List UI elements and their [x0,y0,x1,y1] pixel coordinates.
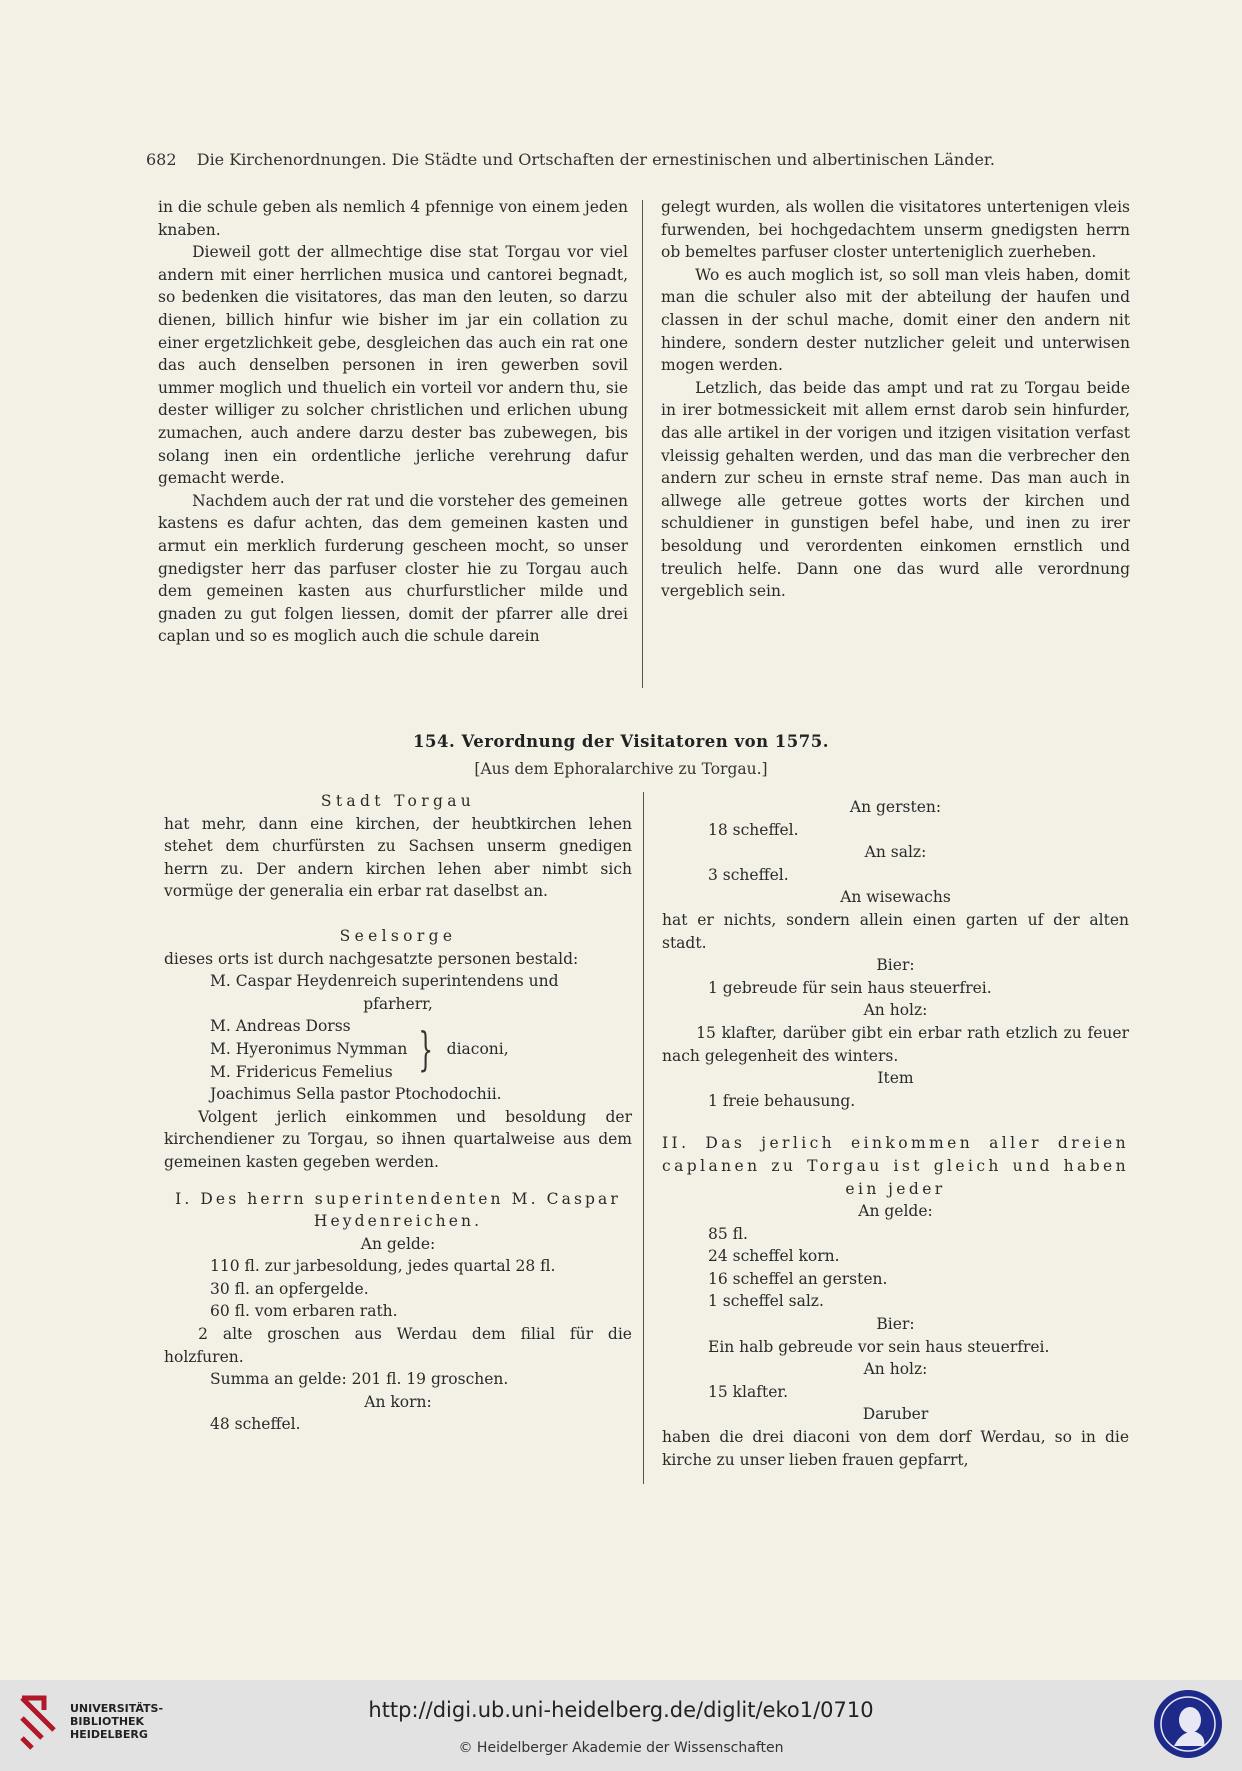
pastor-line: Joachimus Sella pastor Ptochodochii. [210,1085,502,1104]
running-title: Die Kirchenordnungen. Die Städte und Ortschaften der ernestinischen und albertinischen Länder. [196,150,995,169]
list-item: 85 fl. [708,1224,748,1243]
copyright-notice: © Heidelberger Akademie der Wissenschaften [458,1740,784,1756]
running-header [146,150,1136,169]
subheading: Bier: [876,956,915,975]
heading-seelsorge: Seelsorge [339,926,457,945]
permalink-url[interactable]: http://digi.ub.uni-heidelberg.de/diglit/eko1/0710 [368,1698,874,1722]
list-item: 110 fl. zur jarbesoldung, jedes quartal 28 fl. [210,1257,556,1276]
list-item: 48 scheffel. [210,1415,301,1434]
heading-section-1: I. Des herrn superintendenten M. Caspar Heydenreichen. [175,1189,621,1231]
list-item: 30 fl. an opfergelde. [210,1279,369,1298]
subheading: An gelde: [858,1202,933,1221]
viewer-footer [0,1680,1242,1771]
subheading: Daruber [862,1405,929,1424]
paragraph: haben die drei diaconi von dem dorf Werdau, so in die kirche zu unser lieben frauen gepfarrt, [662,1428,1129,1469]
list-item: 3 scheffel. [708,865,789,884]
list-item: 15 klafter. [708,1382,789,1401]
university-library-name: UNIVERSITÄTS- BIBLIOTHEK HEIDELBERG [70,1702,164,1741]
subheading: An gelde: [360,1234,436,1253]
subheading: An holz: [863,1001,928,1020]
page-number: 682 [146,150,177,169]
list-item: 1 freie behausung. [708,1091,856,1110]
paragraph: Volgent jerlich einkommen und besoldung der kirchendiener zu Torgau, so ihnen quartalweise aus dem gemeinen kasten gegeben werden. [164,1107,632,1171]
superintendent-line: M. Caspar Heydenreich superintendens und [210,972,559,991]
paragraph: Nachdem auch der rat und die vorsteher des gemeinen kastens es dafur achten, das dem gemeinen kasten und armut ein merklich furderung gescheen mocht, so unser gnedigster herr das parfuser closter hie zu Torgau auch dem gemeinen kasten aus churfurstlicher milde und gnaden zu gut folgen liessen, domit der pfarrer alle drei caplan und so es moglich auch die schule darein [158,491,628,646]
list-item: 16 scheffel an gersten. [708,1269,888,1288]
list-item: Ein halb gebreude vor sein haus steuerfrei. [708,1337,1050,1356]
subheading: An korn: [364,1392,432,1411]
section-source: [Aus dem Ephoralarchive zu Torgau.] [474,760,768,778]
deacons-label: diaconi, [446,1039,509,1058]
bottom-left-column [164,790,632,1436]
subheading: An wisewachs [840,888,951,907]
superintendent-line: pfarherr, [363,994,433,1013]
heading-stadt: Stadt Torgau [320,792,476,810]
list-item: 60 fl. vom erbaren rath. [210,1302,398,1321]
paragraph: hat er nichts, sondern allein einen garten uf der alten stadt. [662,910,1129,952]
top-left-column [158,196,628,648]
paragraph: Letzlich, das beide das ampt und rat zu Torgau beide in irer botmessickeit mit allem ernst darob sein hinfurder, das alle artikel in der vorigen und itzigen visitation verfast vleissig gehalten werden, und das man die verbrecher den andern zur scheu in ernste straf neme. Das man auch in allwege alle getreue gottes worts der kirchen und schuldiener in gunstigen befel habe, und inen zu irer besoldung und verordenten einkomen ernstlich und treulich helfe. Dann one das wurd alle verordnung vergeblich sein. [661,378,1130,601]
academy-seal-icon [1152,1688,1224,1760]
brace: } [418,1022,434,1077]
summa-line: Summa an gelde: 201 fl. 19 groschen. [210,1370,509,1389]
section-title: 154. Verordnung der Visitatoren von 1575. [413,732,829,751]
paragraph: Dieweil gott der allmechtige dise stat Torgau vor viel andern mit einer herrlichen musica und cantorei begnadt, so bedenken die visitatores, das man den leuten, so darzu dienen, billich hinfur wie bisher im jar ein collation zu einer ergetzlichkeit gebe, desgleichen das auch ein rat one das auch denselben personen in iren gewerben sovil ummer moglich und thuelich ein vorteil vor andern thu, sie dester williger zu solcher christlichen und erlichen ubung zumachen, auch andere darzu dester bas zubewegen, bis solang inen ein ordentliche jerliche verehrung dafur gemacht werde. [158,243,628,488]
deacon-name: M. Hyeronimus Nymman [210,1039,408,1058]
list-item: 18 scheffel. [708,820,799,839]
heading-section-2: II. Das jerlich einkommen aller dreien caplanen zu Torgau ist gleich und haben ein jeder [662,1134,1129,1198]
subheading: An holz: [863,1360,928,1379]
list-item: 1 scheffel salz. [708,1292,824,1311]
subheading: An gersten: [849,798,942,816]
bottom-right-column [662,796,1129,1471]
paragraph: hat mehr, dann eine kirchen, der heubtkirchen lehen stehet dem churfürsten zu Sachsen unserm gnedigen herrn zu. Der andern kirchen lehen aber nimbt sich vormüge der generalia ein erbar rat daselbst an. [164,814,632,901]
list-item: 24 scheffel korn. [708,1247,840,1266]
deacon-name: M. Andreas Dorss [210,1017,351,1036]
deacon-list [164,1015,632,1083]
paragraph: in die schule geben als nemlich 4 pfennige von einem jeden knaben. [158,198,628,239]
subheading: Bier: [876,1315,915,1334]
paragraph: dieses orts ist durch nachgesatzte personen bestald: [164,949,579,968]
deacon-name: M. Fridericus Femelius [210,1062,393,1081]
column-divider [642,200,643,688]
paragraph: gelegt wurden, als wollen die visitatores untertenigen vleis furwenden, bei hochgedachtem unserm gnedigsten herrn ob bemeltes parfuser closter unterteniglich zuerheben. [661,198,1130,262]
top-right-column [661,196,1130,603]
paragraph: 15 klafter, darüber gibt ein erbar rath etzlich zu feuer nach gelegenheit des winters. [662,1023,1129,1065]
subheading: An salz: [864,843,927,862]
subheading: Item [877,1069,914,1088]
paragraph: Wo es auch moglich ist, so soll man vleis haben, domit man die schuler also mit der abteilung der haufen und classen in der schul mache, domit einer den andern nit hindere, sondern dester nutzlicher geleit und unterwisen mogen werden. [661,265,1130,375]
list-item: 2 alte groschen aus Werdau dem filial für die holzfuren. [164,1325,632,1366]
column-divider [643,792,644,1484]
list-item: 1 gebreude für sein haus steuerfrei. [708,978,992,997]
